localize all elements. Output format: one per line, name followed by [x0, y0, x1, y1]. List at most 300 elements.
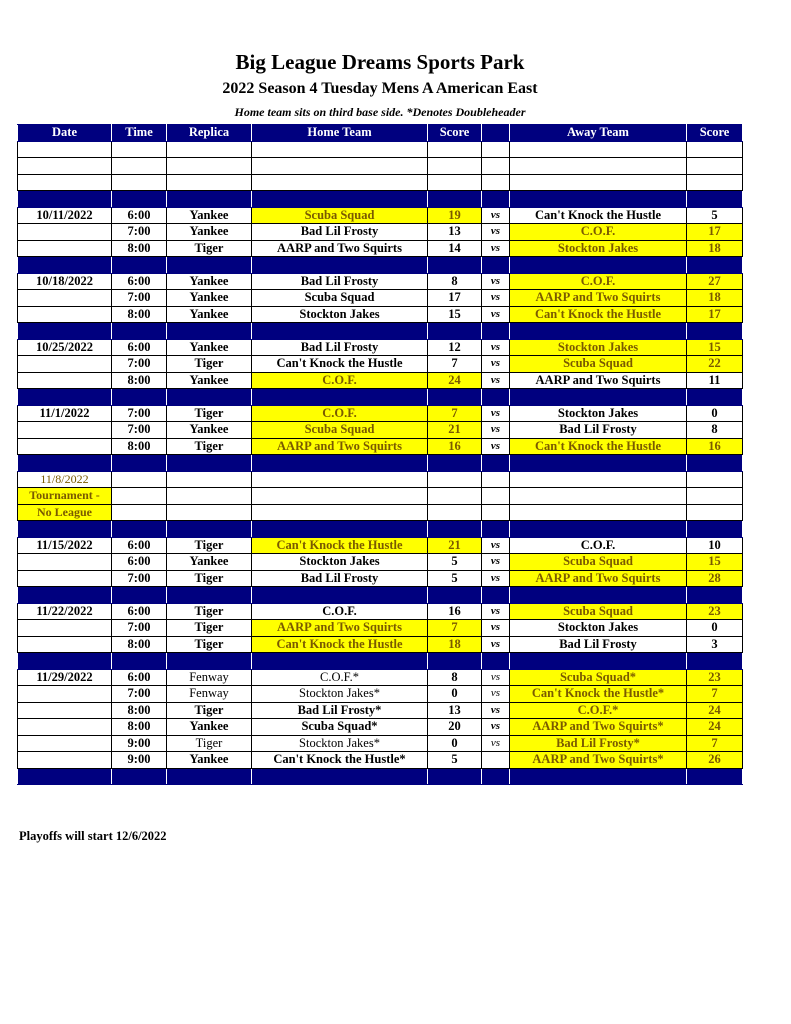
cell-away-team: [510, 158, 687, 175]
cell-away-score: [687, 257, 743, 274]
cell-home-score: 21: [428, 537, 482, 554]
cell-replica: [167, 471, 252, 488]
cell-home-team: [252, 587, 428, 604]
cell-vs: [482, 768, 510, 785]
cell-home-team: Scuba Squad*: [252, 719, 428, 736]
cell-home-score: 5: [428, 570, 482, 587]
cell-away-score: 10: [687, 537, 743, 554]
cell-away-team: Stockton Jakes: [510, 405, 687, 422]
cell-time: 8:00: [112, 240, 167, 257]
cell-away-team: [510, 768, 687, 785]
cell-home-score: [428, 389, 482, 406]
cell-replica: Yankee: [167, 554, 252, 571]
note-row: [18, 471, 743, 488]
cell-away-score: 0: [687, 405, 743, 422]
cell-away-team: Can't Knock the Hustle: [510, 306, 687, 323]
cell-home-team: Bad Lil Frosty: [252, 273, 428, 290]
cell-home-score: [428, 768, 482, 785]
cell-time: 9:00: [112, 735, 167, 752]
cell-home-score: 21: [428, 422, 482, 439]
cell-home-team: Scuba Squad: [252, 422, 428, 439]
cell-away-score: [687, 141, 743, 158]
cell-vs: vs: [482, 273, 510, 290]
cell-away-score: 15: [687, 554, 743, 571]
cell-away-score: 7: [687, 735, 743, 752]
cell-replica: [167, 141, 252, 158]
cell-away-team: Bad Lil Frosty: [510, 422, 687, 439]
cell-date: [18, 702, 112, 719]
cell-away-score: [687, 471, 743, 488]
cell-home-team: [252, 191, 428, 208]
game-row: [18, 405, 743, 422]
cell-away-score: 11: [687, 372, 743, 389]
cell-away-team: [510, 191, 687, 208]
header-replica: Replica: [167, 125, 252, 142]
cell-home-team: C.O.F.: [252, 372, 428, 389]
cell-time: 6:00: [112, 537, 167, 554]
game-row: [18, 735, 743, 752]
cell-home-score: 7: [428, 620, 482, 637]
cell-away-score: 17: [687, 224, 743, 241]
cell-date: [18, 686, 112, 703]
cell-vs: [482, 752, 510, 769]
cell-time: 7:00: [112, 290, 167, 307]
cell-time: 8:00: [112, 719, 167, 736]
separator-row: [18, 191, 743, 208]
cell-vs: [482, 389, 510, 406]
cell-date: [18, 224, 112, 241]
cell-replica: Yankee: [167, 290, 252, 307]
cell-away-score: [687, 191, 743, 208]
cell-home-team: Can't Knock the Hustle: [252, 636, 428, 653]
separator-row: [18, 323, 743, 340]
cell-away-score: 26: [687, 752, 743, 769]
cell-home-score: 14: [428, 240, 482, 257]
cell-vs: vs: [482, 356, 510, 373]
cell-away-team: Can't Knock the Hustle: [510, 438, 687, 455]
cell-date: [18, 554, 112, 571]
cell-away-score: 24: [687, 719, 743, 736]
cell-replica: [167, 587, 252, 604]
header-row: [18, 125, 743, 142]
cell-vs: [482, 191, 510, 208]
cell-home-team: Stockton Jakes*: [252, 686, 428, 703]
game-row: [18, 669, 743, 686]
game-row: [18, 438, 743, 455]
cell-home-team: [252, 488, 428, 505]
cell-away-score: 3: [687, 636, 743, 653]
cell-home-score: 0: [428, 735, 482, 752]
cell-date: 11/22/2022: [18, 603, 112, 620]
cell-home-team: Stockton Jakes: [252, 306, 428, 323]
cell-vs: vs: [482, 537, 510, 554]
cell-replica: Tiger: [167, 570, 252, 587]
cell-home-team: [252, 257, 428, 274]
cell-vs: vs: [482, 636, 510, 653]
separator-row: [18, 768, 743, 785]
separator-row: [18, 389, 743, 406]
cell-home-score: [428, 455, 482, 472]
cell-home-score: [428, 257, 482, 274]
cell-home-score: [428, 191, 482, 208]
cell-replica: Yankee: [167, 339, 252, 356]
cell-away-team: Can't Knock the Hustle*: [510, 686, 687, 703]
cell-away-team: [510, 653, 687, 670]
separator-row: [18, 653, 743, 670]
cell-home-score: 8: [428, 669, 482, 686]
cell-away-team: Stockton Jakes: [510, 240, 687, 257]
cell-home-score: 17: [428, 290, 482, 307]
cell-date: 10/18/2022: [18, 273, 112, 290]
cell-away-score: 23: [687, 603, 743, 620]
cell-away-score: 23: [687, 669, 743, 686]
cell-replica: Tiger: [167, 356, 252, 373]
cell-vs: [482, 141, 510, 158]
cell-date: [18, 422, 112, 439]
cell-home-score: 13: [428, 224, 482, 241]
cell-home-team: [252, 455, 428, 472]
cell-away-score: [687, 653, 743, 670]
cell-time: 8:00: [112, 306, 167, 323]
cell-away-score: [687, 158, 743, 175]
cell-time: 8:00: [112, 372, 167, 389]
cell-date: 10/25/2022: [18, 339, 112, 356]
cell-home-team: [252, 521, 428, 538]
cell-away-score: 16: [687, 438, 743, 455]
cell-away-team: Scuba Squad*: [510, 669, 687, 686]
header-date: Date: [18, 125, 112, 142]
cell-away-score: 7: [687, 686, 743, 703]
cell-home-score: 16: [428, 438, 482, 455]
cell-home-team: Bad Lil Frosty*: [252, 702, 428, 719]
cell-away-team: [510, 257, 687, 274]
cell-replica: Yankee: [167, 422, 252, 439]
cell-home-team: Stockton Jakes*: [252, 735, 428, 752]
cell-away-score: 28: [687, 570, 743, 587]
cell-replica: [167, 455, 252, 472]
separator-row: [18, 455, 743, 472]
cell-date: [18, 620, 112, 637]
cell-home-score: 0: [428, 686, 482, 703]
cell-home-score: 5: [428, 554, 482, 571]
cell-home-team: C.O.F.: [252, 405, 428, 422]
cell-time: 7:00: [112, 570, 167, 587]
cell-vs: [482, 504, 510, 521]
cell-vs: vs: [482, 570, 510, 587]
cell-home-team: Scuba Squad: [252, 207, 428, 224]
cell-home-score: 7: [428, 405, 482, 422]
cell-date: [18, 290, 112, 307]
cell-vs: vs: [482, 603, 510, 620]
cell-away-score: [687, 488, 743, 505]
cell-date: [18, 768, 112, 785]
cell-away-team: Can't Knock the Hustle: [510, 207, 687, 224]
cell-home-score: 16: [428, 603, 482, 620]
cell-vs: vs: [482, 372, 510, 389]
game-row: [18, 702, 743, 719]
cell-vs: [482, 257, 510, 274]
cell-date: 11/29/2022: [18, 669, 112, 686]
note-row: [18, 488, 743, 505]
game-row: [18, 356, 743, 373]
cell-date: [18, 389, 112, 406]
cell-date: [18, 438, 112, 455]
cell-away-score: 18: [687, 240, 743, 257]
page-title: Big League Dreams Sports Park: [235, 50, 525, 74]
header-home-score: Score: [428, 125, 482, 142]
cell-date: Tournament -: [18, 488, 112, 505]
cell-time: 7:00: [112, 620, 167, 637]
cell-vs: [482, 323, 510, 340]
cell-home-team: Can't Knock the Hustle: [252, 537, 428, 554]
cell-home-team: [252, 158, 428, 175]
cell-home-score: 13: [428, 702, 482, 719]
cell-home-team: Can't Knock the Hustle: [252, 356, 428, 373]
cell-time: [112, 174, 167, 191]
cell-home-team: AARP and Two Squirts: [252, 620, 428, 637]
cell-vs: vs: [482, 735, 510, 752]
cell-replica: Tiger: [167, 735, 252, 752]
cell-date: [18, 158, 112, 175]
cell-replica: Tiger: [167, 603, 252, 620]
cell-home-score: [428, 471, 482, 488]
cell-away-team: AARP and Two Squirts: [510, 570, 687, 587]
cell-time: 8:00: [112, 702, 167, 719]
header-away-score: Score: [687, 125, 743, 142]
cell-away-score: 0: [687, 620, 743, 637]
cell-date: 10/11/2022: [18, 207, 112, 224]
cell-home-score: [428, 158, 482, 175]
header-away-team: Away Team: [510, 125, 687, 142]
cell-replica: Yankee: [167, 372, 252, 389]
separator-row: [18, 521, 743, 538]
cell-away-team: Bad Lil Frosty: [510, 636, 687, 653]
cell-time: [112, 488, 167, 505]
cell-vs: vs: [482, 702, 510, 719]
cell-replica: Yankee: [167, 719, 252, 736]
cell-home-team: [252, 471, 428, 488]
cell-date: [18, 719, 112, 736]
cell-vs: vs: [482, 405, 510, 422]
cell-replica: Yankee: [167, 306, 252, 323]
cell-time: [112, 455, 167, 472]
cell-away-team: C.O.F.: [510, 273, 687, 290]
cell-time: [112, 257, 167, 274]
cell-home-score: 24: [428, 372, 482, 389]
cell-away-team: Scuba Squad: [510, 356, 687, 373]
cell-date: [18, 455, 112, 472]
cell-home-team: Bad Lil Frosty: [252, 339, 428, 356]
cell-home-score: 12: [428, 339, 482, 356]
cell-vs: [482, 174, 510, 191]
cell-vs: vs: [482, 224, 510, 241]
cell-away-team: AARP and Two Squirts: [510, 290, 687, 307]
blank-row: [18, 141, 743, 158]
cell-replica: Yankee: [167, 752, 252, 769]
cell-time: 7:00: [112, 356, 167, 373]
cell-time: 8:00: [112, 636, 167, 653]
cell-away-score: 5: [687, 207, 743, 224]
cell-home-team: C.O.F.*: [252, 669, 428, 686]
separator-row: [18, 257, 743, 274]
cell-date: [18, 240, 112, 257]
cell-date: 11/8/2022: [18, 471, 112, 488]
cell-date: [18, 191, 112, 208]
game-row: [18, 570, 743, 587]
cell-replica: [167, 158, 252, 175]
cell-replica: Fenway: [167, 669, 252, 686]
cell-time: [112, 389, 167, 406]
cell-time: 8:00: [112, 438, 167, 455]
cell-home-team: [252, 141, 428, 158]
cell-home-score: [428, 521, 482, 538]
game-row: [18, 290, 743, 307]
cell-away-score: 15: [687, 339, 743, 356]
cell-replica: [167, 389, 252, 406]
cell-date: [18, 257, 112, 274]
cell-time: 7:00: [112, 405, 167, 422]
cell-date: [18, 356, 112, 373]
cell-vs: [482, 521, 510, 538]
cell-home-score: [428, 141, 482, 158]
cell-away-team: AARP and Two Squirts*: [510, 719, 687, 736]
cell-away-score: [687, 455, 743, 472]
cell-vs: vs: [482, 240, 510, 257]
cell-home-score: 5: [428, 752, 482, 769]
cell-away-team: AARP and Two Squirts*: [510, 752, 687, 769]
game-row: [18, 339, 743, 356]
cell-time: 9:00: [112, 752, 167, 769]
cell-away-team: [510, 174, 687, 191]
cell-time: [112, 521, 167, 538]
cell-away-team: [510, 504, 687, 521]
cell-replica: Tiger: [167, 537, 252, 554]
cell-date: [18, 636, 112, 653]
cell-away-team: [510, 488, 687, 505]
cell-replica: [167, 768, 252, 785]
cell-away-score: [687, 174, 743, 191]
cell-away-team: Scuba Squad: [510, 554, 687, 571]
cell-replica: [167, 504, 252, 521]
cell-away-score: [687, 323, 743, 340]
cell-replica: Tiger: [167, 240, 252, 257]
cell-time: [112, 323, 167, 340]
cell-home-score: 8: [428, 273, 482, 290]
game-row: [18, 306, 743, 323]
cell-replica: [167, 257, 252, 274]
cell-time: 6:00: [112, 554, 167, 571]
cell-date: [18, 653, 112, 670]
cell-away-score: 22: [687, 356, 743, 373]
cell-away-score: [687, 587, 743, 604]
footer-note: Playoffs will start 12/6/2022: [19, 829, 167, 843]
cell-home-score: 15: [428, 306, 482, 323]
cell-replica: Tiger: [167, 405, 252, 422]
cell-away-team: [510, 389, 687, 406]
cell-vs: [482, 471, 510, 488]
cell-home-team: Scuba Squad: [252, 290, 428, 307]
cell-time: 6:00: [112, 273, 167, 290]
blank-row: [18, 158, 743, 175]
cell-time: 6:00: [112, 603, 167, 620]
cell-time: 7:00: [112, 422, 167, 439]
cell-replica: [167, 521, 252, 538]
cell-away-team: [510, 141, 687, 158]
cell-home-team: [252, 323, 428, 340]
cell-away-team: [510, 471, 687, 488]
game-row: [18, 603, 743, 620]
cell-time: [112, 471, 167, 488]
cell-time: [112, 158, 167, 175]
cell-date: 11/1/2022: [18, 405, 112, 422]
cell-vs: vs: [482, 422, 510, 439]
game-row: [18, 224, 743, 241]
cell-vs: vs: [482, 620, 510, 637]
cell-replica: Tiger: [167, 438, 252, 455]
page-subtitle: 2022 Season 4 Tuesday Mens A American East: [222, 80, 538, 97]
cell-time: [112, 191, 167, 208]
schedule-note: Home team sits on third base side. *Denotes Doubleheader: [234, 105, 526, 119]
cell-date: [18, 735, 112, 752]
cell-away-score: [687, 504, 743, 521]
cell-vs: [482, 587, 510, 604]
cell-time: [112, 768, 167, 785]
cell-away-score: [687, 389, 743, 406]
cell-away-team: Stockton Jakes: [510, 620, 687, 637]
game-row: [18, 273, 743, 290]
game-row: [18, 422, 743, 439]
cell-time: 6:00: [112, 207, 167, 224]
cell-away-team: C.O.F.: [510, 537, 687, 554]
game-row: [18, 719, 743, 736]
cell-away-team: C.O.F.*: [510, 702, 687, 719]
cell-away-score: 17: [687, 306, 743, 323]
cell-home-team: [252, 389, 428, 406]
game-row: [18, 372, 743, 389]
cell-date: 11/15/2022: [18, 537, 112, 554]
cell-vs: vs: [482, 686, 510, 703]
cell-replica: [167, 323, 252, 340]
cell-away-score: 27: [687, 273, 743, 290]
cell-away-team: Bad Lil Frosty*: [510, 735, 687, 752]
cell-home-score: [428, 488, 482, 505]
cell-time: 6:00: [112, 669, 167, 686]
cell-replica: Tiger: [167, 620, 252, 637]
cell-vs: vs: [482, 438, 510, 455]
cell-vs: [482, 653, 510, 670]
header-time: Time: [112, 125, 167, 142]
game-row: [18, 554, 743, 571]
separator-row: [18, 587, 743, 604]
cell-home-score: 7: [428, 356, 482, 373]
cell-away-score: 24: [687, 702, 743, 719]
cell-home-score: [428, 587, 482, 604]
cell-away-team: [510, 521, 687, 538]
cell-vs: [482, 488, 510, 505]
cell-away-score: 8: [687, 422, 743, 439]
game-row: [18, 620, 743, 637]
cell-date: No League: [18, 504, 112, 521]
cell-away-score: 18: [687, 290, 743, 307]
cell-home-team: C.O.F.: [252, 603, 428, 620]
header-vs: [482, 125, 510, 142]
cell-time: [112, 504, 167, 521]
cell-away-team: [510, 455, 687, 472]
cell-replica: [167, 488, 252, 505]
game-row: [18, 752, 743, 769]
cell-time: [112, 653, 167, 670]
cell-date: [18, 372, 112, 389]
